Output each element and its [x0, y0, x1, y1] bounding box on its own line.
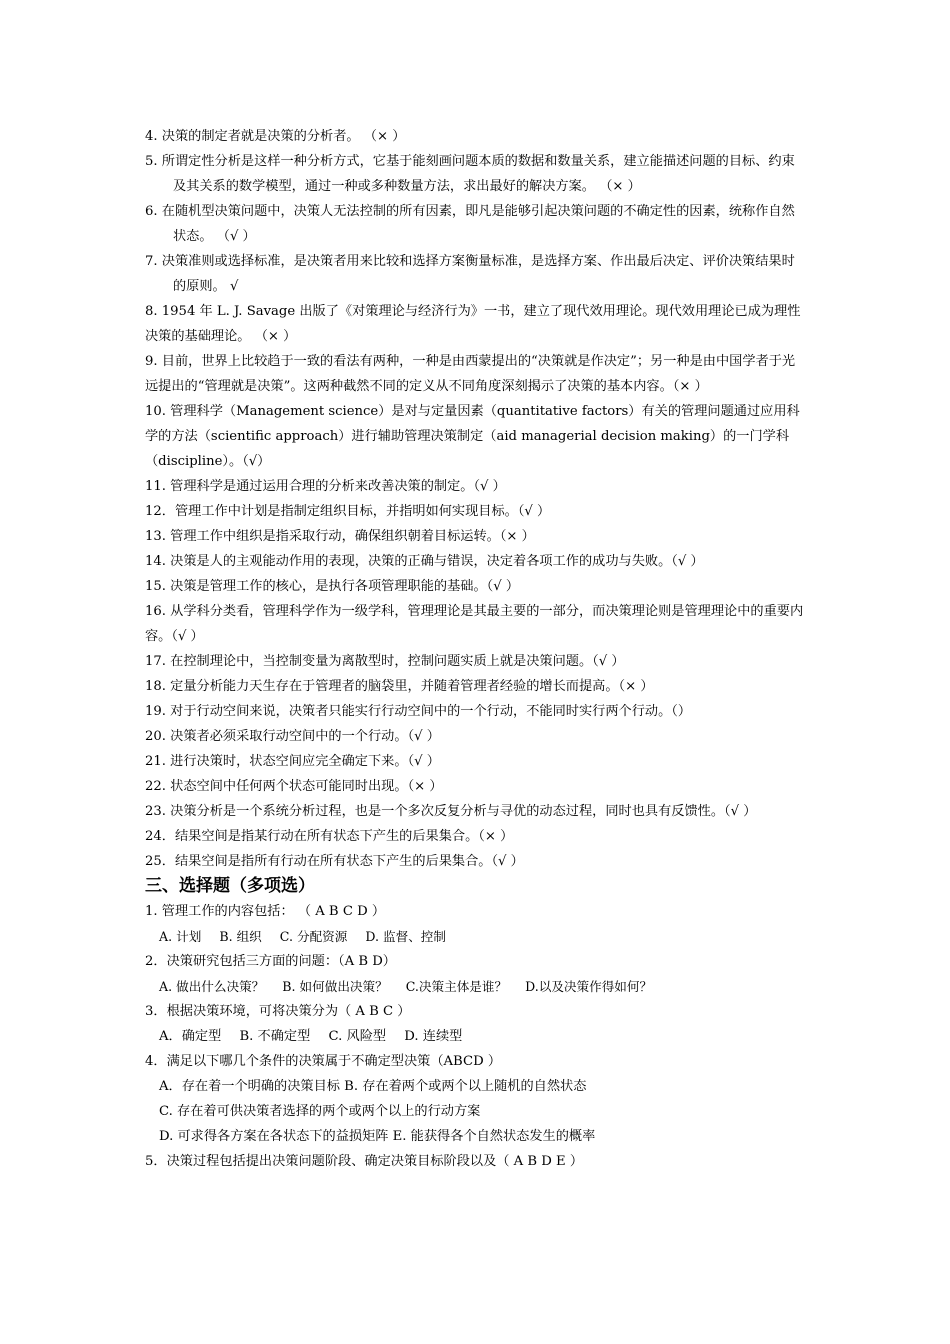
judgement-item-21: 21. 进行决策时，状态空间应完全确定下来。（√ ）	[145, 754, 440, 769]
choice-question-3-stem: 3．根据决策环境，可将决策分为（ A B C ）	[145, 1004, 411, 1019]
choice-question-2-options	[145, 974, 807, 999]
judgement-item-19: 19. 对于行动空间来说，决策者只能实行行动空间中的一个行动，不能同时实行两个行动。（）	[145, 704, 692, 719]
judgement-item-8: 8. 1954 年 L. J. Savage 出版了《对策理论与经济行为》一书，建立了现代效用理论。现代效用理论已成为理性决策的基础理论。 （× ）	[145, 304, 801, 344]
judgement-item-18: 18. 定量分析能力天生存在于管理者的脑袋里，并随着管理者经验的增长而提高。（× ）	[145, 679, 654, 694]
judgement-item-23: 23. 决策分析是一个系统分析过程，也是一个多次反复分析与寻优的动态过程，同时也具有反馈性。（√ ）	[145, 804, 757, 819]
judgement-item-20: 20. 决策者必须采取行动空间中的一个行动。（√ ）	[145, 729, 440, 744]
judgement-item-9: 9. 目前，世界上比较趋于一致的看法有两种，一种是由西蒙提出的“决策就是作决定”；另一种是由中国学者于光远提出的“管理就是决策”。这两种截然不同的定义从不同角度深刻揭示了决策的基本内容。（× ）	[145, 354, 796, 394]
choice-question-4-option-line-3: D. 可求得各方案在各状态下的益损矩阵 E. 能获得各个自然状态发生的概率	[159, 1129, 596, 1144]
judgement-item-14: 14. 决策是人的主观能动作用的表现，决策的正确与错误，决定着各项工作的成功与失败。（√ ）	[145, 554, 704, 569]
option-a: A. 做出什么决策？	[159, 979, 265, 994]
judgement-item-10: 10. 管理科学（Management science）是对与定量因素（quantitative factors）有关的管理问题通过应用科学的方法（scientific approach）进行辅助管理决策制定（aid managerial decision making）的一门学科（discipline）。（√）	[145, 404, 800, 469]
option-d: D.以及决策作得如何？	[525, 979, 653, 994]
judgement-item-12: 12．管理工作中计划是指制定组织目标，并指明如何实现目标。（√ ）	[145, 504, 551, 519]
choice-question-4-stem: 4．满足以下哪几个条件的决策属于不确定型决策（ABCD ）	[145, 1054, 502, 1069]
choice-question-4-option-line-1: A．存在着一个明确的决策目标 B. 存在着两个或两个以上随机的自然状态	[159, 1079, 587, 1094]
choice-question-3-options	[145, 1024, 807, 1049]
option-c: C. 分配资源	[279, 929, 348, 944]
option-b: B. 不确定型	[239, 1029, 311, 1044]
section-heading: 三、选择题（多项选）	[145, 876, 315, 896]
option-c: C. 风险型	[328, 1029, 387, 1044]
judgement-item-7: 7. 决策准则或选择标准，是决策者用来比较和选择方案衡量标准，是选择方案、作出最后决定、评价决策结果时的原则。 √	[145, 254, 795, 294]
judgement-item-13: 13. 管理工作中组织是指采取行动，确保组织朝着目标运转。（× ）	[145, 529, 535, 544]
choice-question-1-options	[145, 924, 807, 949]
judgement-item-17: 17. 在控制理论中，当控制变量为离散型时，控制问题实质上就是决策问题。（√ ）	[145, 654, 625, 669]
judgement-item-22: 22. 状态空间中任何两个状态可能同时出现。（× ）	[145, 779, 443, 794]
choice-question-4-option-line-2: C. 存在着可供决策者选择的两个或两个以上的行动方案	[159, 1104, 481, 1119]
document-content	[145, 124, 807, 1174]
judgement-item-16: 16. 从学科分类看，管理科学作为一级学科，管理理论是其最主要的一部分，而决策理论则是管理理论中的重要内容。（√ ）	[145, 604, 804, 644]
option-a: A．确定型	[159, 1029, 222, 1044]
choice-question-1-stem: 1. 管理工作的内容包括： （ A B C D ）	[145, 904, 386, 919]
choice-question-2-stem: 2．决策研究包括三方面的问题：（A B D）	[145, 954, 396, 969]
judgement-item-15: 15. 决策是管理工作的核心，是执行各项管理职能的基础。（√ ）	[145, 579, 520, 594]
judgement-item-11: 11. 管理科学是通过运用合理的分析来改善决策的制定。（√ ）	[145, 479, 506, 494]
option-b: B. 组织	[219, 929, 262, 944]
option-d: D. 监督、控制	[365, 929, 446, 944]
judgement-item-25: 25．结果空间是指所有行动在所有状态下产生的后果集合。（√ ）	[145, 854, 524, 869]
judgement-item-5: 5. 所谓定性分析是这样一种分析方式，它基于能刻画问题本质的数据和数量关系，建立能描述问题的目标、约束及其关系的数学模型，通过一种或多种数量方法，求出最好的解决方案。 （× ）	[145, 154, 795, 194]
judgement-item-24: 24．结果空间是指某行动在所有状态下产生的后果集合。（× ）	[145, 829, 514, 844]
judgement-item-6: 6. 在随机型决策问题中，决策人无法控制的所有因素，即凡是能够引起决策问题的不确定性的因素，统称作自然状态。 （√ ）	[145, 204, 795, 244]
option-a: A. 计划	[159, 929, 202, 944]
option-d: D. 连续型	[404, 1029, 463, 1044]
option-c: C.决策主体是谁？	[405, 979, 508, 994]
choice-question-5-stem: 5．决策过程包括提出决策问题阶段、确定决策目标阶段以及（ A B D E ）	[145, 1154, 584, 1169]
judgement-item-4: 4. 决策的制定者就是决策的分析者。 （× ）	[145, 129, 406, 144]
option-b: B. 如何做出决策？	[282, 979, 388, 994]
